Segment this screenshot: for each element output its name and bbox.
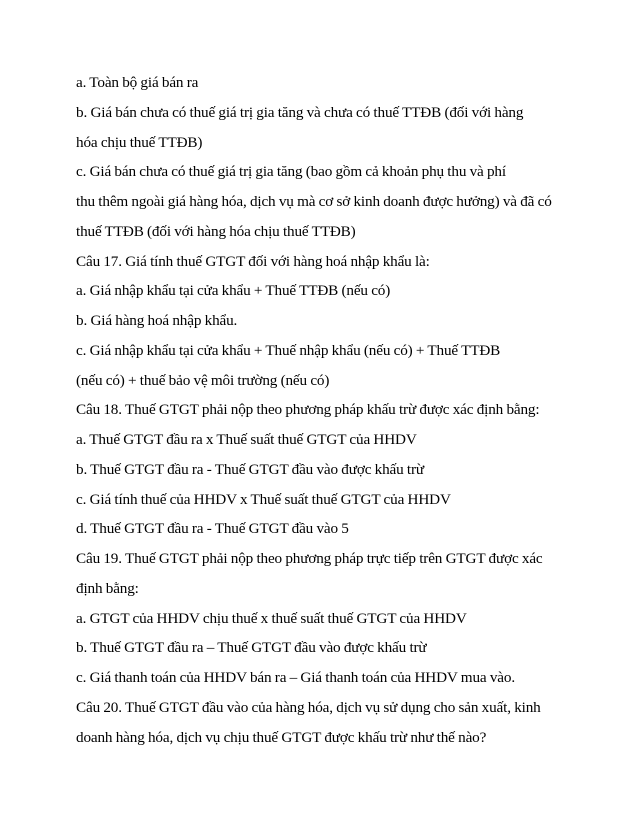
text-line-answer-b-part1: b. Giá bán chưa có thuế giá trị gia tăng và chưa có thuế TTĐB (đối với hàng <box>76 103 524 121</box>
text-line-answer-a-full-price: a. Toàn bộ giá bán ra <box>76 74 199 91</box>
question-20-part2: doanh hàng hóa, dịch vụ chịu thuế GTGT được khấu trừ như thế nào? <box>76 728 487 746</box>
question-18-option-b: b. Thuế GTGT đầu ra - Thuế GTGT đầu vào được khấu trừ <box>76 460 424 478</box>
question-17: Câu 17. Giá tính thuế GTGT đối với hàng hoá nhập khẩu là: <box>76 252 430 270</box>
text-line-answer-c-part3: thuế TTĐB (đối với hàng hóa chịu thuế TTĐB) <box>76 222 356 240</box>
question-17-option-c-part2: (nếu có) + thuế bảo vệ môi trường (nếu có) <box>76 371 330 389</box>
question-19-option-b: b. Thuế GTGT đầu ra – Thuế GTGT đầu vào được khấu trừ <box>76 639 427 657</box>
question-20-part1: Câu 20. Thuế GTGT đầu vào của hàng hóa, dịch vụ sử dụng cho sản xuất, kinh <box>76 698 541 716</box>
question-18-option-c: c. Giá tính thuế của HHDV x Thuế suất thuế GTGT của HHDV <box>76 490 451 508</box>
question-19-option-c: c. Giá thanh toán của HHDV bán ra – Giá thanh toán của HHDV mua vào. <box>76 669 515 686</box>
text-line-answer-c-part2: thu thêm ngoài giá hàng hóa, dịch vụ mà cơ sở kinh doanh được hưởng) và đã có <box>76 193 552 210</box>
text-line-answer-b-part2: hóa chịu thuế TTĐB) <box>76 133 203 151</box>
question-17-option-a: a. Giá nhập khẩu tại cửa khẩu + Thuế TTĐB (nếu có) <box>76 282 391 300</box>
text-line-answer-c-part1: c. Giá bán chưa có thuế giá trị gia tăng (bao gồm cả khoản phụ thu và phí <box>76 163 506 181</box>
question-19-option-a: a. GTGT của HHDV chịu thuế x thuế suất thuế GTGT của HHDV <box>76 609 467 627</box>
question-18-option-a: a. Thuế GTGT đầu ra x Thuế suất thuế GTGT của HHDV <box>76 431 417 448</box>
question-18: Câu 18. Thuế GTGT phải nộp theo phương pháp khấu trừ được xác định bằng: <box>76 401 540 419</box>
question-19-part1: Câu 19. Thuế GTGT phải nộp theo phương pháp trực tiếp trên GTGT được xác <box>76 550 543 567</box>
document-body <box>76 72 596 756</box>
question-17-option-b: b. Giá hàng hoá nhập khẩu. <box>76 312 238 329</box>
question-18-option-d: d. Thuế GTGT đầu ra - Thuế GTGT đầu vào 5 <box>76 520 349 538</box>
question-17-option-c-part1: c. Giá nhập khẩu tại cửa khẩu + Thuế nhập khẩu (nếu có) + Thuế TTĐB <box>76 341 501 359</box>
question-19-part2: định bằng: <box>76 579 139 597</box>
